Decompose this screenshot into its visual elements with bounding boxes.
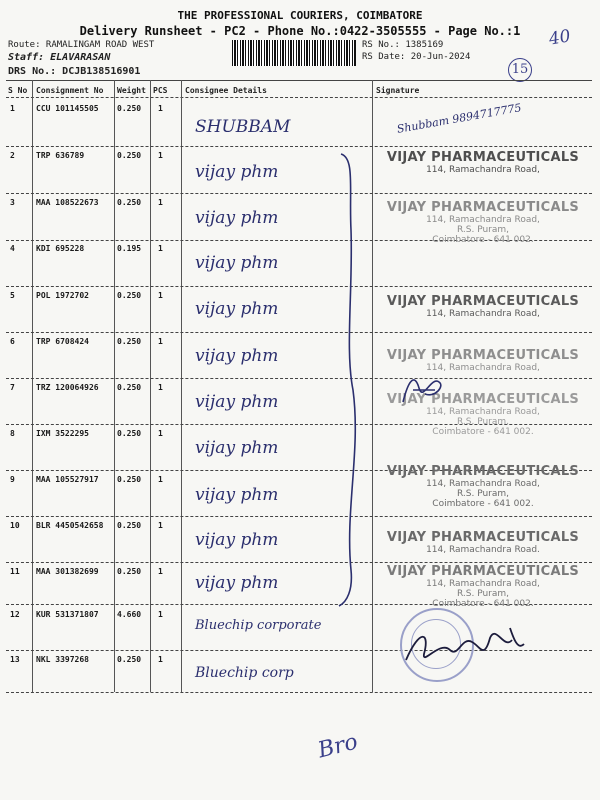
row-divider bbox=[6, 146, 592, 147]
consignee-handwriting: vijay phm bbox=[195, 530, 279, 550]
row-consignment: TRP 636789 bbox=[36, 151, 85, 160]
runsheet-title: Delivery Runsheet - PC2 - Phone No.:0422-3505555 - Page No.:1 bbox=[79, 24, 521, 38]
consignee-handwriting: vijay phm bbox=[195, 346, 279, 366]
stamp-name: VIJAY PHARMACEUTICALS bbox=[386, 464, 580, 479]
col-divider bbox=[181, 80, 182, 692]
signature-scribble bbox=[395, 368, 455, 408]
consignee-handwriting: vijay phm bbox=[195, 253, 279, 273]
row-consignment: KUR 531371807 bbox=[36, 610, 99, 619]
stamp-address: 114, Ramachandra Road. bbox=[426, 545, 540, 555]
stamp-address: 114, Ramachandra Road, bbox=[426, 479, 540, 489]
stamp-address: 114, Ramachandra Road, bbox=[426, 309, 540, 319]
column-header-weight: Weight bbox=[117, 86, 146, 95]
row-pcs: 1 bbox=[158, 610, 163, 619]
row-weight: 0.250 bbox=[117, 337, 142, 346]
stamp-address: Coimbatore - 641 002. bbox=[432, 499, 534, 509]
row-weight: 0.250 bbox=[117, 104, 142, 113]
stamp-address: R.S. Puram, bbox=[456, 589, 510, 599]
row-consignment: NKL 3397268 bbox=[36, 655, 89, 664]
stamp-name: VIJAY PHARMACEUTICALS bbox=[386, 294, 580, 309]
row-sno: 1 bbox=[10, 104, 15, 113]
row-sno: 10 bbox=[10, 521, 20, 530]
stamp-name: VIJAY PHARMACEUTICALS bbox=[386, 348, 580, 363]
row-consignment: KDI 695228 bbox=[36, 244, 85, 253]
consignee-handwriting: vijay phm bbox=[195, 162, 279, 182]
row-weight: 0.250 bbox=[117, 383, 142, 392]
row-pcs: 1 bbox=[158, 567, 163, 576]
row-pcs: 1 bbox=[158, 429, 163, 438]
row-sno: 8 bbox=[10, 429, 15, 438]
row-consignment: CCU 101145505 bbox=[36, 104, 99, 113]
row-pcs: 1 bbox=[158, 383, 163, 392]
consignee-handwriting: vijay phm bbox=[195, 438, 279, 458]
company-title: THE PROFESSIONAL COURIERS, COIMBATORE bbox=[177, 9, 423, 22]
row-divider bbox=[6, 286, 592, 287]
barcode bbox=[232, 40, 356, 66]
row-sno: 7 bbox=[10, 383, 15, 392]
consignee-handwriting: SHUBBAM bbox=[195, 117, 291, 137]
pharmacy-stamp bbox=[383, 150, 583, 175]
stamp-address: Coimbatore - 641 002. bbox=[432, 235, 534, 245]
column-header-consignment: Consignment No bbox=[36, 86, 104, 95]
row-divider bbox=[6, 193, 592, 194]
drs-number: DRS No.: DCJB138516901 bbox=[8, 66, 141, 77]
row-weight: 0.250 bbox=[117, 198, 142, 207]
row-pcs: 1 bbox=[158, 151, 163, 160]
row-consignment: BLR 4450542658 bbox=[36, 521, 104, 530]
stamp-name: VIJAY PHARMACEUTICALS bbox=[386, 200, 580, 215]
row-consignment: MAA 108522673 bbox=[36, 198, 99, 207]
row-weight: 0.250 bbox=[117, 151, 142, 160]
row-divider bbox=[6, 692, 592, 693]
column-header-signature: Signature bbox=[376, 86, 420, 95]
row-weight: 0.250 bbox=[117, 655, 142, 664]
row-divider bbox=[6, 378, 592, 379]
stamp-address: 114, Ramachandra Road, bbox=[426, 165, 540, 175]
row-consignment: MAA 105527917 bbox=[36, 475, 99, 484]
row-sno: 11 bbox=[10, 567, 20, 576]
row-sno: 13 bbox=[10, 655, 20, 664]
row-divider bbox=[6, 562, 592, 563]
handwritten-count: 15 bbox=[508, 58, 532, 82]
row-pcs: 1 bbox=[158, 244, 163, 253]
pharmacy-stamp bbox=[383, 464, 583, 509]
col-divider bbox=[32, 80, 33, 692]
col-divider bbox=[150, 80, 151, 692]
row-sno: 5 bbox=[10, 291, 15, 300]
stamp-address: 114, Ramachandra Road, bbox=[426, 407, 540, 417]
row-consignment: POL 1972702 bbox=[36, 291, 89, 300]
consignee-handwriting: vijay phm bbox=[195, 208, 279, 228]
pharmacy-stamp bbox=[383, 294, 583, 319]
pharmacy-stamp bbox=[383, 200, 583, 245]
row-pcs: 1 bbox=[158, 475, 163, 484]
stamp-address: 114, Ramachandra Road, bbox=[426, 363, 540, 373]
rs-date: RS Date: 20-Jun-2024 bbox=[362, 52, 471, 62]
row-consignment: MAA 301382699 bbox=[36, 567, 99, 576]
pharmacy-stamp bbox=[383, 530, 583, 555]
stamp-name: VIJAY PHARMACEUTICALS bbox=[386, 530, 580, 545]
row-consignment: TRZ 120064926 bbox=[36, 383, 99, 392]
consignee-handwriting: Bluechip corp bbox=[195, 665, 294, 681]
stamp-name: VIJAY PHARMACEUTICALS bbox=[386, 150, 580, 165]
consignee-handwriting: vijay phm bbox=[195, 485, 279, 505]
pharmacy-stamp bbox=[383, 564, 583, 609]
route-label: Route: RAMALINGAM ROAD WEST bbox=[8, 40, 155, 50]
row-sno: 9 bbox=[10, 475, 15, 484]
row-consignment: TRP 6708424 bbox=[36, 337, 89, 346]
consignee-handwriting: Bluechip corporate bbox=[195, 618, 322, 633]
stamp-address: R.S. Puram, bbox=[456, 225, 510, 235]
consignee-handwriting: vijay phm bbox=[195, 299, 279, 319]
consignee-handwriting: vijay phm bbox=[195, 392, 279, 412]
brace-mark bbox=[335, 150, 365, 610]
row-pcs: 1 bbox=[158, 291, 163, 300]
stamp-name: VIJAY PHARMACEUTICALS bbox=[386, 564, 580, 579]
row-weight: 0.250 bbox=[117, 429, 142, 438]
rs-number: RS No.: 1385169 bbox=[362, 40, 444, 50]
stamp-name: VIJAY PHARMACEUTICALS bbox=[386, 392, 580, 407]
row-weight: 0.195 bbox=[117, 244, 142, 253]
col-divider bbox=[372, 80, 373, 692]
row-weight: 4.660 bbox=[117, 610, 142, 619]
consignee-handwriting: vijay phm bbox=[195, 573, 279, 593]
stamp-address: R.S. Puram, bbox=[456, 489, 510, 499]
row-pcs: 1 bbox=[158, 521, 163, 530]
row-weight: 0.250 bbox=[117, 475, 142, 484]
stamp-address: R.S. Puram, bbox=[456, 417, 510, 427]
row-divider bbox=[6, 516, 592, 517]
row-consignment: IXM 3522295 bbox=[36, 429, 89, 438]
handwritten-total: 40 bbox=[547, 26, 573, 50]
row-pcs: 1 bbox=[158, 337, 163, 346]
signature-handwriting: Shubbam 9894717775 bbox=[395, 101, 523, 136]
stamp-address: 114, Ramachandra Road, bbox=[426, 215, 540, 225]
row-pcs: 1 bbox=[158, 655, 163, 664]
row-divider bbox=[6, 332, 592, 333]
staff-label: Staff: ELAVARASAN bbox=[8, 52, 111, 63]
row-sno: 6 bbox=[10, 337, 15, 346]
stamp-address: Coimbatore - 641 002. bbox=[432, 427, 534, 437]
signature-scribble bbox=[400, 620, 530, 675]
column-header-consignee: Consignee Details bbox=[185, 86, 267, 95]
table-top-rule bbox=[6, 80, 592, 81]
row-sno: 4 bbox=[10, 244, 15, 253]
row-weight: 0.250 bbox=[117, 567, 142, 576]
row-sno: 12 bbox=[10, 610, 20, 619]
row-weight: 0.250 bbox=[117, 521, 142, 530]
header-rule bbox=[6, 97, 592, 98]
row-weight: 0.250 bbox=[117, 291, 142, 300]
row-sno: 3 bbox=[10, 198, 15, 207]
col-divider bbox=[114, 80, 115, 692]
stamp-address: Coimbatore - 641 002. bbox=[432, 599, 534, 609]
row-pcs: 1 bbox=[158, 104, 163, 113]
row-sno: 2 bbox=[10, 151, 15, 160]
bottom-signature: Bro bbox=[315, 729, 361, 764]
stamp-address: 114, Ramachandra Road, bbox=[426, 579, 540, 589]
row-pcs: 1 bbox=[158, 198, 163, 207]
column-header-pcs: PCS bbox=[153, 86, 168, 95]
column-header-sno: S No bbox=[8, 86, 28, 95]
